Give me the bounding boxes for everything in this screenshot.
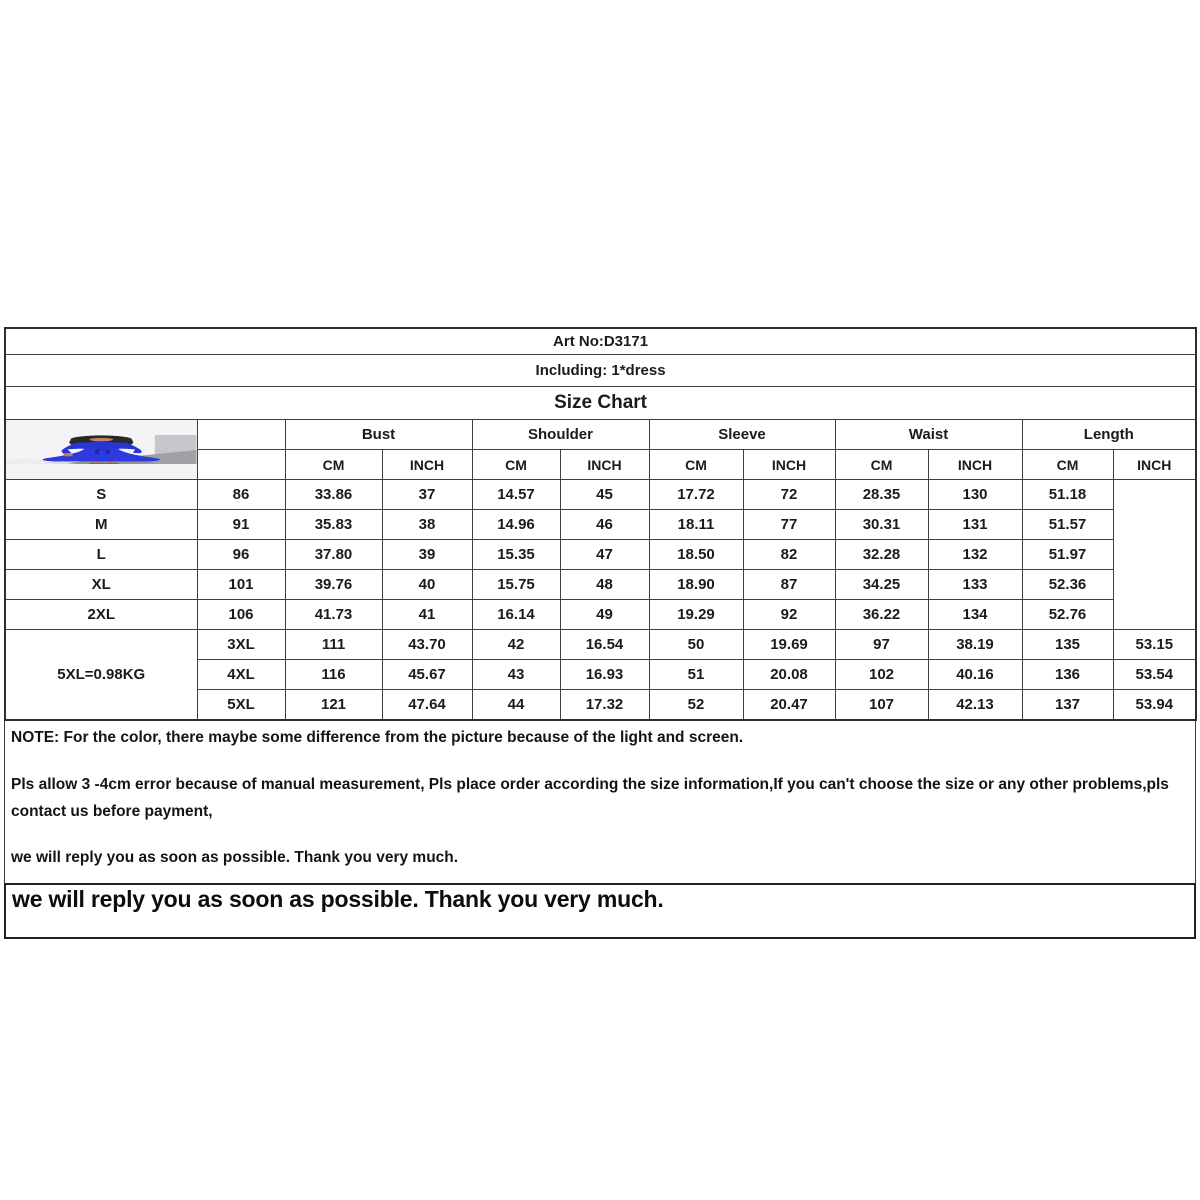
measurement-value: 51.57 [1022,510,1113,540]
unit-header-cm: CM [472,450,560,480]
measurement-value: 136 [1022,660,1113,690]
measurement-value: 86 [197,480,285,510]
measurement-value: 18.11 [649,510,743,540]
measurement-value: 18.90 [649,570,743,600]
measurement-value: 53.94 [1113,690,1196,721]
measurement-value: 132 [928,540,1022,570]
measurement-value: 134 [928,600,1022,630]
measurement-value: 19.69 [743,630,835,660]
measurement-value: 116 [285,660,382,690]
measurement-value: 41 [382,600,472,630]
measurement-value: 34.25 [835,570,928,600]
size-label: L [5,540,197,570]
measurement-value: 16.93 [560,660,649,690]
unit-header-inch: INCH [928,450,1022,480]
unit-header-cm: CM [835,450,928,480]
measurement-value: 52 [649,690,743,721]
size-table-body [5,480,1196,721]
weight-note: 5XL=0.98KG [5,630,197,721]
measurement-value: 20.08 [743,660,835,690]
measurement-value: 45.67 [382,660,472,690]
measurement-value: 82 [743,540,835,570]
unit-header-cm: CM [285,450,382,480]
measurement-value: 77 [743,510,835,540]
measurement-value: 52.36 [1022,570,1113,600]
measurement-value: 17.72 [649,480,743,510]
size-col-header [197,420,285,450]
size-label: S [5,480,197,510]
size-label: XL [5,570,197,600]
measurement-value: 30.31 [835,510,928,540]
measurement-value: 39 [382,540,472,570]
size-chart-sheet [4,327,1196,939]
table-row [5,600,1196,630]
measurement-value: 42.13 [928,690,1022,721]
note-line: we will reply you as soon as possible. Thank you very much. [11,849,459,866]
notes-section [4,721,1196,883]
measurement-value: 137 [1022,690,1113,721]
measurement-value: 130 [928,480,1022,510]
measurement-value: 19.29 [649,600,743,630]
measurement-value: 49 [560,600,649,630]
measurement-value: 37 [382,480,472,510]
unit-header-cm: CM [1022,450,1113,480]
measurement-value: 42 [472,630,560,660]
table-row [5,510,1196,540]
group-header-shoulder: Shoulder [472,420,649,450]
measurement-value: 111 [285,630,382,660]
measurement-value: 38 [382,510,472,540]
measurement-value: 40.16 [928,660,1022,690]
measurement-value: 32.28 [835,540,928,570]
size-col-subheader [197,450,285,480]
measurement-value: 20.47 [743,690,835,721]
measurement-value: 91 [197,510,285,540]
note-line: NOTE: For the color, there maybe some difference from the picture because of the light and screen. [11,729,744,746]
size-label: 2XL [5,600,197,630]
size-chart-table [4,327,1197,721]
measurement-value: 72 [743,480,835,510]
measurement-value: 41.73 [285,600,382,630]
measurement-value: 121 [285,690,382,721]
measurement-value: 102 [835,660,928,690]
unit-header-inch: INCH [1113,450,1196,480]
size-label: M [5,510,197,540]
measurement-value: 53.15 [1113,630,1196,660]
measurement-value: 16.54 [560,630,649,660]
measurement-value: 45 [560,480,649,510]
group-header-waist: Waist [835,420,1022,450]
table-row [5,570,1196,600]
measurement-value: 37.80 [285,540,382,570]
product-image [5,420,197,480]
measurement-value: 36.22 [835,600,928,630]
table-row [5,540,1196,570]
measurement-value: 15.75 [472,570,560,600]
measurement-value: 51 [649,660,743,690]
measurement-value: 50 [649,630,743,660]
note-line: Pls allow 3 -4cm error because of manual measurement, Pls place order according the size information,If you can't choose the size or any other problems,pls [11,776,1169,793]
size-chart-title: Size Chart [5,387,1196,420]
measurement-value: 35.83 [285,510,382,540]
measurement-value: 96 [197,540,285,570]
dress-photo-illustration [6,435,197,464]
measurement-value: 92 [743,600,835,630]
measurement-value: 52.76 [1022,600,1113,630]
size-label: 5XL [197,690,285,721]
group-header-sleeve: Sleeve [649,420,835,450]
measurement-value: 51.18 [1022,480,1113,510]
group-header-bust: Bust [285,420,472,450]
table-row [5,480,1196,510]
measurement-value: 14.57 [472,480,560,510]
measurement-value: 133 [928,570,1022,600]
measurement-value: 15.35 [472,540,560,570]
measurement-value: 17.32 [560,690,649,721]
size-label: 4XL [197,660,285,690]
including-text: Including: 1*dress [5,355,1196,387]
measurement-value: 97 [835,630,928,660]
measurement-value: 43 [472,660,560,690]
measurement-value: 135 [1022,630,1113,660]
size-label: 3XL [197,630,285,660]
measurement-value: 48 [560,570,649,600]
measurement-value: 14.96 [472,510,560,540]
measurement-value: 18.50 [649,540,743,570]
group-header-length: Length [1022,420,1196,450]
measurement-value: 28.35 [835,480,928,510]
table-row [5,630,1196,660]
unit-header-inch: INCH [382,450,472,480]
measurement-value: 87 [743,570,835,600]
measurement-value: 47 [560,540,649,570]
measurement-value: 38.19 [928,630,1022,660]
measurement-value: 44 [472,690,560,721]
measurement-value: 106 [197,600,285,630]
measurement-value: 47.64 [382,690,472,721]
measurement-value: 40 [382,570,472,600]
measurement-value: 43.70 [382,630,472,660]
measurement-value: 53.54 [1113,660,1196,690]
unit-header-cm: CM [649,450,743,480]
note-line: contact us before payment, [11,803,213,820]
measurement-value: 131 [928,510,1022,540]
measurement-value: 33.86 [285,480,382,510]
footer-big-text: we will reply you as soon as possible. Thank you very much. [4,883,1196,939]
measurement-value: 39.76 [285,570,382,600]
measurement-value: 16.14 [472,600,560,630]
measurement-value: 101 [197,570,285,600]
measurement-value: 51.97 [1022,540,1113,570]
measurement-value: 46 [560,510,649,540]
unit-header-inch: INCH [560,450,649,480]
art-no-text: Art No:D3171 [5,328,1196,355]
unit-header-inch: INCH [743,450,835,480]
measurement-value: 107 [835,690,928,721]
